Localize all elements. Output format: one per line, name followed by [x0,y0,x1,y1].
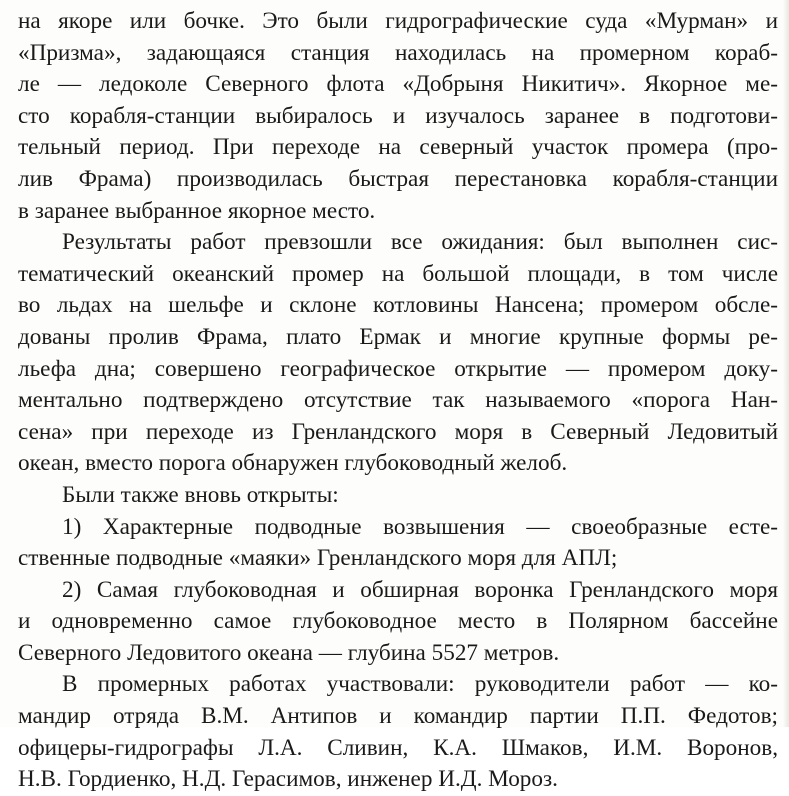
text-line: ментально подтверждено отсутствие так называемого «порога Нан- [18,387,778,414]
text-line: льефа дна; совершено географическое открытие — промером доку- [18,355,778,382]
text-line: сена» при переходе из Гренландского моря в Северный Ледовитый [18,418,778,445]
page-edge-shadow [783,0,789,727]
text-line: Н.В. Гордиенко, Н.Д. Герасимов, инженер И.Д. Мороз. [18,766,558,793]
text-line: Были также вновь открыты: [62,481,339,508]
body-text [18,6,778,796]
text-line: сто корабля-станции выбиралось и изучалось заранее в подготови- [18,102,778,129]
text-line: Результаты работ превзошли все ожидания: был выполнен сис- [62,229,778,256]
text-line: тельный период. При переходе на северный участок промера (про- [18,134,778,161]
text-line: океан, вместо порога обнаружен глубоководный желоб. [18,450,568,477]
text-line: 2) Самая глубоководная и обширная воронка Гренландского моря [62,576,778,603]
text-line: ственные подводные «маяки» Гренландского моря для АПЛ; [18,545,618,572]
text-line: офицеры-гидрографы Л.А. Сливин, К.А. Шмаков, И.М. Воронов, [18,734,778,761]
text-line: дованы пролив Фрама, плато Ермак и многие крупные формы ре- [18,323,778,350]
text-line: лив Фрама) производилась быстрая перестановка корабля-станции [18,165,778,192]
text-line: тематический океанский промер на большой площади, в том числе [18,260,778,287]
text-line: во льдах на шельфе и склоне котловины Нансена; промером обсле- [18,292,778,319]
text-line: Северного Ледовитого океана — глубина 5527 метров. [18,639,560,666]
paragraph-1 [18,6,778,227]
paragraph-3 [18,480,778,512]
text-line: в заранее выбранное якорное место. [18,197,376,224]
paragraph-2 [18,227,778,480]
text-line: мандир отряда В.М. Антипов и командир партии П.П. Федотов; [18,703,778,730]
text-line: «Призма», задающаяся станция находилась на промерном кораб- [18,39,778,66]
list-item-2 [18,575,778,670]
paragraph-4 [18,669,778,795]
text-line: В промерных работах участвовали: руководители работ — ко- [62,671,778,698]
list-item-1 [18,512,778,575]
text-line: 1) Характерные подводные возвышения — своеобразные есте- [62,513,778,540]
text-line: на якоре или бочке. Это были гидрографические суда «Мурман» и [18,8,778,34]
text-line: ле — ледоколе Северного флота «Добрыня Никитич». Якорное ме- [18,71,778,98]
text-line: и одновременно самое глубоководное место в Полярном бассейне [18,608,778,635]
